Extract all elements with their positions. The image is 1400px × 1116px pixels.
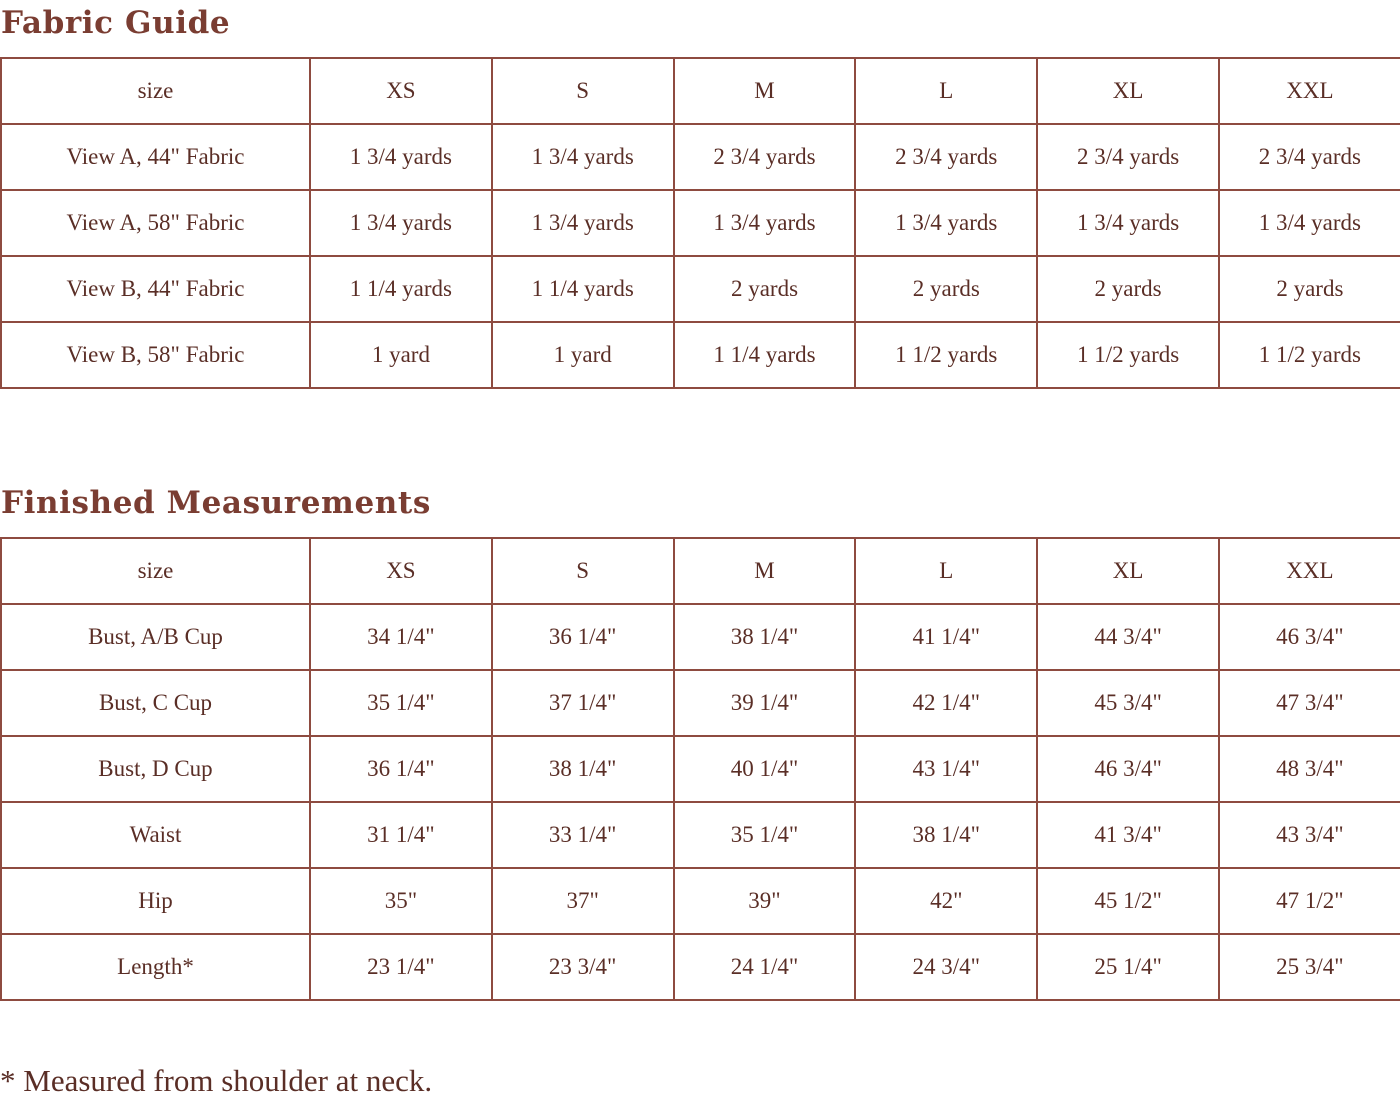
table-header-row bbox=[1, 58, 1400, 124]
table-cell: 1 3/4 yards bbox=[674, 190, 856, 256]
table-cell: 38 1/4" bbox=[492, 736, 674, 802]
table-cell: 2 3/4 yards bbox=[1037, 124, 1219, 190]
table-row bbox=[1, 256, 1400, 322]
table-cell: XL bbox=[1037, 58, 1219, 124]
table-cell: 2 yards bbox=[1219, 256, 1400, 322]
table-cell: 1 3/4 yards bbox=[1037, 190, 1219, 256]
table-cell: 41 1/4" bbox=[855, 604, 1037, 670]
table-cell: 1 1/4 yards bbox=[674, 322, 856, 388]
table-cell: 1 3/4 yards bbox=[310, 190, 492, 256]
table-cell: 46 3/4" bbox=[1037, 736, 1219, 802]
row-label-cell: Length* bbox=[1, 934, 310, 1000]
table-cell: 1 1/4 yards bbox=[310, 256, 492, 322]
table-cell: 23 1/4" bbox=[310, 934, 492, 1000]
row-label-cell: Waist bbox=[1, 802, 310, 868]
table-cell: 2 yards bbox=[674, 256, 856, 322]
table-cell: M bbox=[674, 58, 856, 124]
row-label-cell: Hip bbox=[1, 868, 310, 934]
fabric-guide-table bbox=[0, 57, 1400, 389]
table-cell: 38 1/4" bbox=[855, 802, 1037, 868]
table-cell: 1 1/2 yards bbox=[1037, 322, 1219, 388]
finished-measurements-title: Finished Measurements bbox=[1, 485, 431, 521]
finished-measurements-table bbox=[0, 537, 1400, 1001]
table-cell: 38 1/4" bbox=[674, 604, 856, 670]
table-cell: 2 yards bbox=[855, 256, 1037, 322]
table-cell: 47 3/4" bbox=[1219, 670, 1400, 736]
table-cell: 42" bbox=[855, 868, 1037, 934]
table-cell: 2 3/4 yards bbox=[855, 124, 1037, 190]
table-cell: 24 3/4" bbox=[855, 934, 1037, 1000]
table-cell: 44 3/4" bbox=[1037, 604, 1219, 670]
table-cell: 39 1/4" bbox=[674, 670, 856, 736]
table-row bbox=[1, 934, 1400, 1000]
table-cell: 45 3/4" bbox=[1037, 670, 1219, 736]
table-cell: M bbox=[674, 538, 856, 604]
table-cell: 25 1/4" bbox=[1037, 934, 1219, 1000]
table-row bbox=[1, 604, 1400, 670]
row-label-cell: Bust, C Cup bbox=[1, 670, 310, 736]
row-label-cell: View B, 44" Fabric bbox=[1, 256, 310, 322]
table-cell: 35 1/4" bbox=[310, 670, 492, 736]
finished-measurements-body bbox=[1, 538, 1400, 1000]
table-cell: 1 yard bbox=[492, 322, 674, 388]
table-cell: 1 1/4 yards bbox=[492, 256, 674, 322]
table-cell: 42 1/4" bbox=[855, 670, 1037, 736]
row-label-cell: View A, 58" Fabric bbox=[1, 190, 310, 256]
table-cell: 1 yard bbox=[310, 322, 492, 388]
footnote: * Measured from shoulder at neck. bbox=[0, 1063, 433, 1098]
row-label-cell: Bust, A/B Cup bbox=[1, 604, 310, 670]
fabric-guide-title: Fabric Guide bbox=[1, 5, 231, 41]
table-cell: 43 1/4" bbox=[855, 736, 1037, 802]
table-cell: XL bbox=[1037, 538, 1219, 604]
table-cell: 1 3/4 yards bbox=[492, 124, 674, 190]
table-row bbox=[1, 868, 1400, 934]
table-row bbox=[1, 802, 1400, 868]
table-cell: 1 3/4 yards bbox=[310, 124, 492, 190]
table-cell: 23 3/4" bbox=[492, 934, 674, 1000]
table-cell: 48 3/4" bbox=[1219, 736, 1400, 802]
table-cell: 1 3/4 yards bbox=[855, 190, 1037, 256]
table-cell: 45 1/2" bbox=[1037, 868, 1219, 934]
table-cell: 46 3/4" bbox=[1219, 604, 1400, 670]
table-cell: 1 1/2 yards bbox=[1219, 322, 1400, 388]
row-label-cell: size bbox=[1, 58, 310, 124]
table-row bbox=[1, 190, 1400, 256]
table-cell: 33 1/4" bbox=[492, 802, 674, 868]
table-row bbox=[1, 736, 1400, 802]
table-row bbox=[1, 322, 1400, 388]
table-cell: XS bbox=[310, 58, 492, 124]
table-cell: 25 3/4" bbox=[1219, 934, 1400, 1000]
table-cell: 1 3/4 yards bbox=[1219, 190, 1400, 256]
table-cell: 24 1/4" bbox=[674, 934, 856, 1000]
table-cell: 34 1/4" bbox=[310, 604, 492, 670]
table-cell: 37" bbox=[492, 868, 674, 934]
table-cell: 41 3/4" bbox=[1037, 802, 1219, 868]
row-label-cell: Bust, D Cup bbox=[1, 736, 310, 802]
table-cell: S bbox=[492, 538, 674, 604]
table-cell: 47 1/2" bbox=[1219, 868, 1400, 934]
table-cell: 1 1/2 yards bbox=[855, 322, 1037, 388]
table-cell: 36 1/4" bbox=[310, 736, 492, 802]
table-cell: XXL bbox=[1219, 58, 1400, 124]
table-cell: 39" bbox=[674, 868, 856, 934]
table-cell: 31 1/4" bbox=[310, 802, 492, 868]
table-cell: 1 3/4 yards bbox=[492, 190, 674, 256]
table-cell: 2 3/4 yards bbox=[674, 124, 856, 190]
table-cell: 2 3/4 yards bbox=[1219, 124, 1400, 190]
table-cell: XXL bbox=[1219, 538, 1400, 604]
row-label-cell: View B, 58" Fabric bbox=[1, 322, 310, 388]
row-label-cell: View A, 44" Fabric bbox=[1, 124, 310, 190]
table-cell: 36 1/4" bbox=[492, 604, 674, 670]
table-cell: L bbox=[855, 538, 1037, 604]
table-cell: XS bbox=[310, 538, 492, 604]
table-row bbox=[1, 670, 1400, 736]
table-cell: 40 1/4" bbox=[674, 736, 856, 802]
table-header-row bbox=[1, 538, 1400, 604]
table-row bbox=[1, 124, 1400, 190]
table-cell: 2 yards bbox=[1037, 256, 1219, 322]
table-cell: S bbox=[492, 58, 674, 124]
table-cell: 35 1/4" bbox=[674, 802, 856, 868]
fabric-guide-body bbox=[1, 58, 1400, 388]
table-cell: 37 1/4" bbox=[492, 670, 674, 736]
table-cell: 43 3/4" bbox=[1219, 802, 1400, 868]
table-cell: 35" bbox=[310, 868, 492, 934]
table-cell: L bbox=[855, 58, 1037, 124]
row-label-cell: size bbox=[1, 538, 310, 604]
